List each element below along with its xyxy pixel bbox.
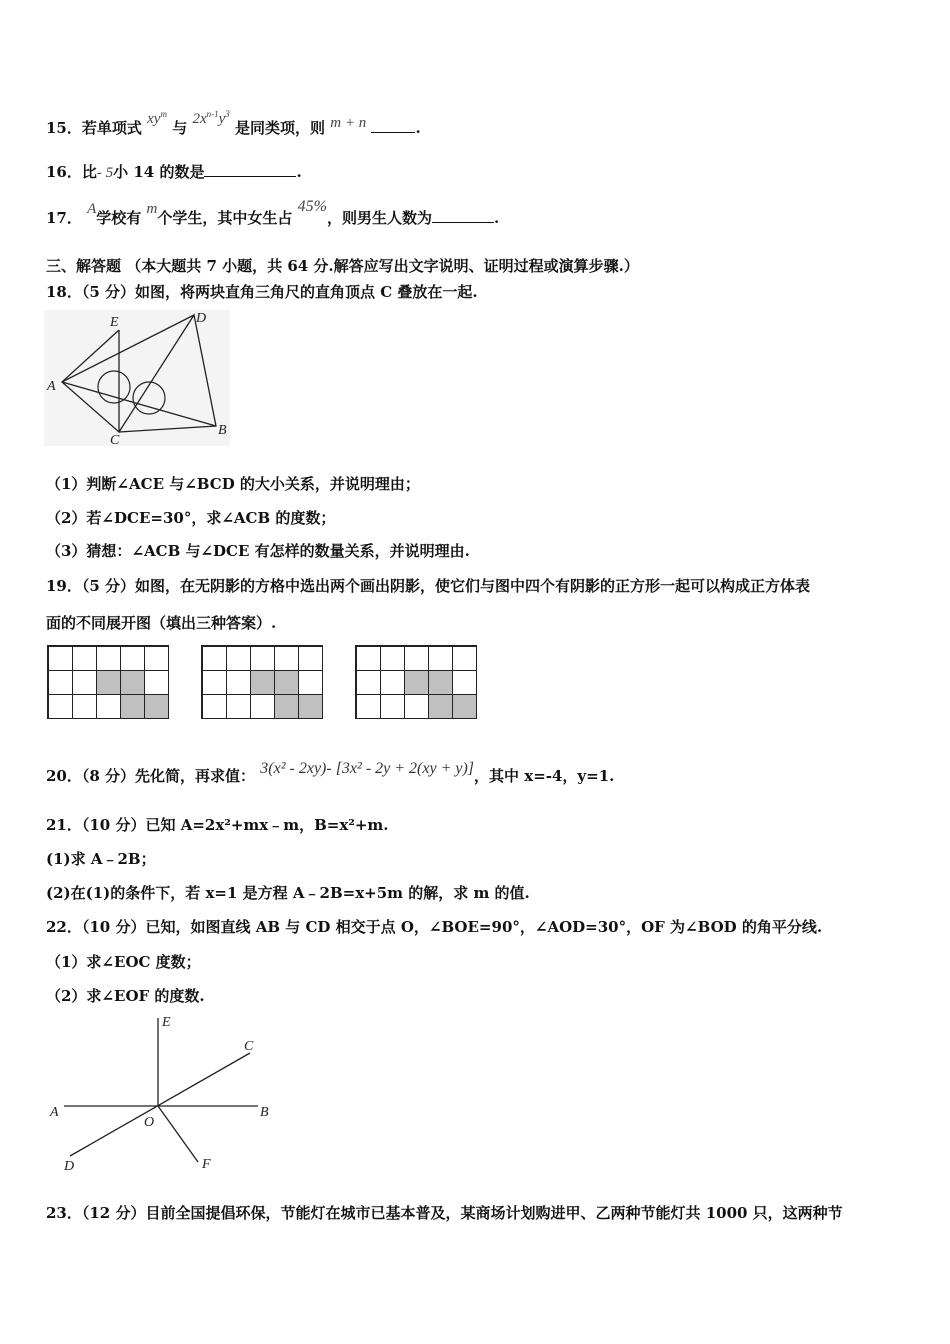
grid-cell[interactable] [72,646,97,671]
grid-cell[interactable] [356,646,381,671]
grid-cell-shaded [452,694,477,719]
grid-cell[interactable] [72,670,97,695]
answer-blank[interactable] [204,162,296,177]
q18-part1: （1）判断∠ACE 与∠BCD 的大小关系，并说明理由； [46,475,420,493]
grid-cell-shaded [96,670,121,695]
grid-cell[interactable] [96,646,121,671]
grid-cell[interactable] [48,670,73,695]
grid-cell[interactable] [72,694,97,719]
grid-cell[interactable] [202,694,227,719]
question-21-line1: 21．（10 分）已知 A=2x²+mx﹣m，B=x²+m. [46,816,389,834]
grid-cell-shaded [120,694,145,719]
grid-cell[interactable] [298,646,323,671]
math-neg5: - 5 [96,165,114,181]
grid-cell[interactable] [274,646,299,671]
grid-cell[interactable] [380,646,405,671]
grid-cell[interactable] [250,694,275,719]
grid-cell[interactable] [452,670,477,695]
math-A: A [87,201,97,217]
label-D: D [196,311,207,326]
question-18: 18．（5 分）如图，将两块直角三角尺的直角顶点 C 叠放在一起. [46,283,478,301]
label-D: D [64,1159,75,1174]
answer-blank[interactable] [432,208,494,223]
grid-cell-shaded [250,670,275,695]
net-grid-2 [201,645,323,719]
label-B: B [260,1105,269,1120]
grid-cell[interactable] [226,694,251,719]
question-15: 15．若单项式 $xy^m$ 与 $2x^{n-1}y^3$ 是同类项，则 m + n . [46,109,421,137]
question-19-line1: 19．（5 分）如图，在无阴影的方格中选出两个画出阴影，使它们与图中四个有阴影的正方形一起可以构成正方体表 [46,577,811,595]
math-xy-m: $xy^m$ [147,109,167,127]
grid-cell[interactable] [356,670,381,695]
grid-cell[interactable] [380,694,405,719]
grid-cell-shaded [120,670,145,695]
math-m-plus-n: m + n [330,115,367,131]
grid-cell[interactable] [144,670,169,695]
label-A: A [47,379,56,394]
q18-part2: （2）若∠DCE=30°，求∠ACB 的度数； [46,509,336,527]
grid-cell[interactable] [356,694,381,719]
line-CD [70,1053,250,1156]
grid-cell[interactable] [48,646,73,671]
grid-cell-shaded [144,694,169,719]
math-m: m [146,201,158,217]
grid-cell-shaded [274,694,299,719]
label-O: O [144,1115,155,1130]
label-C: C [244,1039,254,1054]
question-16: 16．比- 5小 14 的数是 . [46,163,302,181]
question-22-line3: （2）求∠EOF 的度数. [46,987,205,1005]
grid-cell[interactable] [202,670,227,695]
net-grid-3 [355,645,477,719]
triangles-figure [44,310,230,446]
net-grid-1 [47,645,169,719]
question-22-line1: 22．（10 分）已知，如图直线 AB 与 CD 相交于点 O，∠BOE=90°，∠AOD=30°，OF 为∠BOD 的角平分线. [46,918,823,936]
question-17: 17． A学校有 m个学生，其中女生占 45%，则男生人数为 . [46,198,500,227]
label-B: B [218,423,227,438]
math-2x-y: $2x^{n-1}y^3$ [192,109,230,127]
label-E: E [162,1015,171,1030]
grid-cell-shaded [298,694,323,719]
section-header: 三、解答题 （本大题共 7 小题，共 64 分.解答应写出文字说明、证明过程或演算步骤.） [46,257,639,275]
math-45-percent: 45% [297,198,327,215]
question-21-line3: (2)在(1)的条件下，若 x=1 是方程 A﹣2B=x+5m 的解，求 m 的值. [46,884,530,902]
grid-cell[interactable] [226,646,251,671]
grid-cell[interactable] [428,646,453,671]
question-23-line1: 23．（12 分）目前全国提倡环保，节能灯在城市已基本普及，某商场计划购进甲、乙两种节能灯共 1000 只，这两种节 [46,1204,843,1222]
grid-cell[interactable] [96,694,121,719]
grid-cell[interactable] [226,670,251,695]
figure-background [44,310,230,446]
label-A: A [50,1105,59,1120]
label-E: E [110,315,119,330]
grid-cell[interactable] [120,646,145,671]
q18-part3: （3）猜想：∠ACB 与∠DCE 有怎样的数量关系，并说明理由. [46,542,470,560]
grid-cell[interactable] [404,694,429,719]
grid-cell-shaded [428,694,453,719]
question-22-line2: （1）求∠EOC 度数； [46,953,201,971]
math-expression: 3(x² - 2xy)- [3x² - 2y + 2(xy + y)] [260,760,475,777]
grid-cell-shaded [274,670,299,695]
grid-cell[interactable] [404,646,429,671]
grid-cell[interactable] [452,646,477,671]
grid-cell[interactable] [48,694,73,719]
grid-cell[interactable] [250,646,275,671]
grid-cell[interactable] [380,670,405,695]
grid-cell[interactable] [202,646,227,671]
label-F: F [202,1157,211,1172]
question-20: 20．（8 分）先化简，再求值： 3(x² - 2xy)- [3x² - 2y + 2(xy + y)]，其中 x=-4，y=1. [46,760,615,785]
question-21-line2: (1)求 A﹣2B； [46,850,156,868]
ray-OF [158,1106,198,1162]
grid-cell-shaded [404,670,429,695]
grid-cell-shaded [428,670,453,695]
grid-cell[interactable] [298,670,323,695]
question-19-line2: 面的不同展开图（填出三种答案）. [46,614,277,632]
answer-blank[interactable] [371,118,415,133]
grid-cell[interactable] [144,646,169,671]
lines-figure [44,1010,284,1176]
label-C: C [110,433,120,446]
